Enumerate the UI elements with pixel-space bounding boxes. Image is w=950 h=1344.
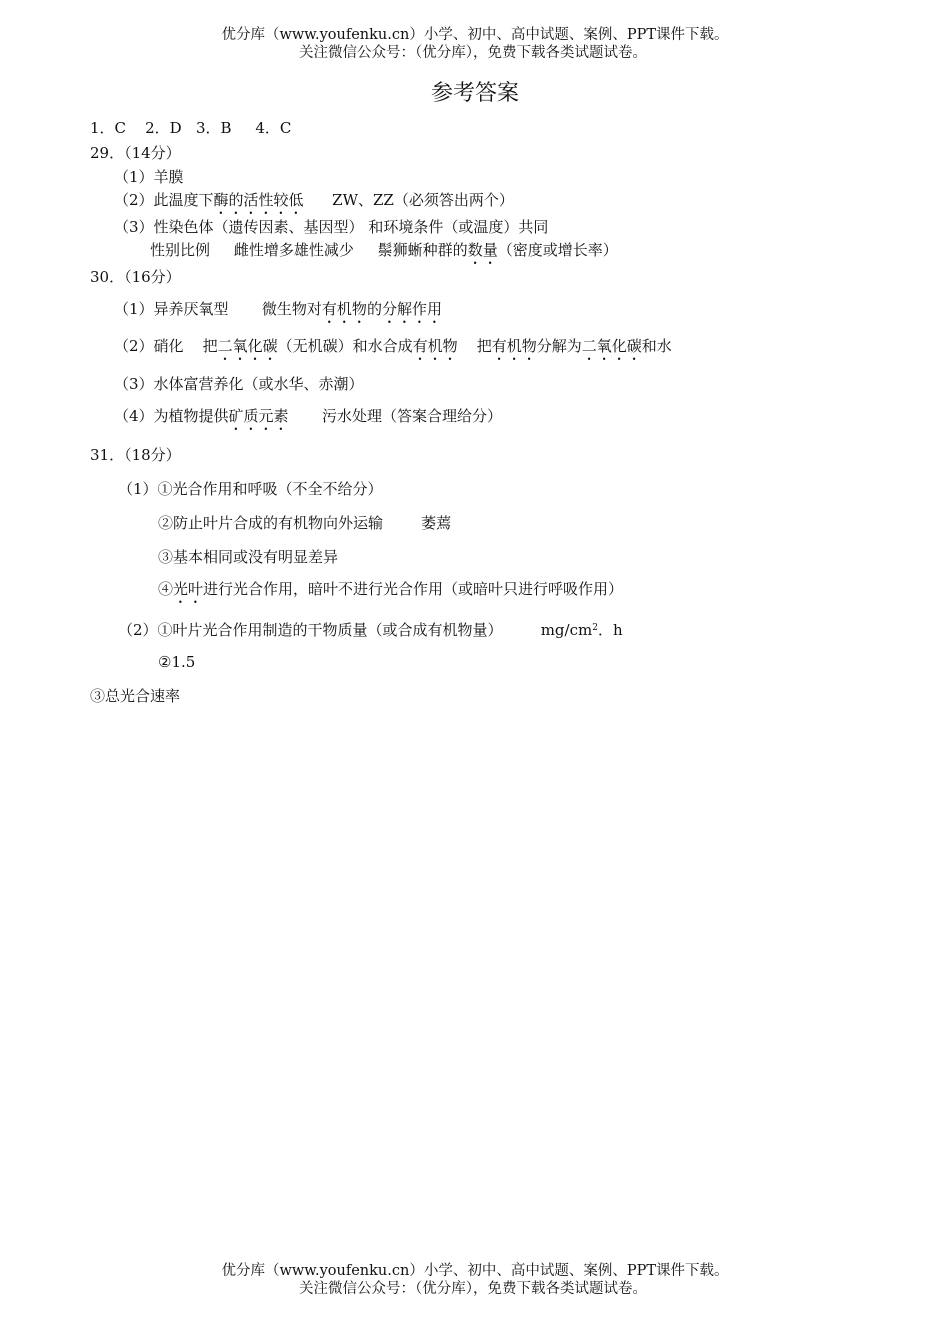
q29-part2-emphasis: 酶的活性较低: [213, 191, 304, 209]
q30-part1-emphasis-2: 分解作用: [381, 300, 442, 318]
header-line-1: 优分库（www.youfenku.cn）小学、初中、高中试题、案例、PPT课件下载。: [221, 27, 729, 43]
q29-part1: （1）羊膜: [114, 168, 184, 186]
q30-part4-text: （4）为植物提供: [114, 407, 229, 425]
q30-part1-text-b: 的: [366, 300, 382, 318]
q30-part2-emphasis-3: 有机物: [491, 337, 537, 355]
q30-part4-emphasis: 矿质元素: [228, 407, 289, 425]
q29-part3-text: 性别比例 雌性增多雄性减少 鬃狮蜥种群的: [150, 241, 468, 259]
footer-line-2: 关注微信公众号：（优分库），免费下载各类试题试卷。: [299, 1281, 647, 1297]
q31-part1-item4-num: ④: [158, 580, 174, 598]
q31-part2-item3: ③总光合速率: [90, 687, 181, 705]
q31-part1-item2: ②防止叶片合成的有机物向外运输 萎蔫: [158, 514, 452, 532]
q30-part2-text-c: 把: [457, 337, 492, 355]
q31-part2-item1: [118, 618, 623, 640]
q30-part2-text-e: 和水: [641, 337, 672, 355]
q29-part3-line1: （3）性染色体（遗传因素、基因型） 和环境条件（或温度）共同: [114, 218, 549, 236]
page-title: 参考答案: [430, 81, 519, 106]
multiple-choice-answers: 1．C 2．D 3．B 4．C: [90, 119, 292, 137]
q30-heading: 30．（16分）: [90, 268, 181, 286]
q29-heading: 29．（14分）: [90, 144, 181, 162]
page-footer: [0, 1262, 950, 1298]
q31-part2-item1-superscript: 2: [592, 623, 598, 633]
q30-part2-emphasis-2: 有机物: [412, 337, 458, 355]
q31-part1-item1: （1）①光合作用和呼吸（不全不给分）: [118, 480, 383, 498]
q29-part2-text: （2）此温度下: [114, 191, 214, 209]
q31-part1-item4: [158, 579, 623, 607]
q31-part2-item1-text: （2）①叶片光合作用制造的干物质量（或合成有机物量） mg/cm: [118, 621, 593, 639]
q31-part1-item4-text: 进行光合作用，暗叶不进行光合作用（或暗叶只进行呼吸作用）: [203, 580, 624, 598]
q29-part3-text-b: （密度或增长率）: [497, 241, 618, 259]
q29-part2: [114, 190, 514, 218]
q30-part4-text-b: 污水处理（答案合理给分）: [288, 407, 502, 425]
q31-part1-item3: ③基本相同或没有明显差异: [158, 548, 339, 566]
header-line-2: 关注微信公众号：（优分库），免费下载各类试题试卷。: [299, 45, 647, 61]
q31-part2-item2: ②1.5: [158, 653, 196, 671]
q29-part3-emphasis: 数量: [467, 241, 498, 259]
footer-line-1: 优分库（www.youfenku.cn）小学、初中、高中试题、案例、PPT课件下载。: [221, 1263, 729, 1279]
q30-part2-text-b: （无机碳）和水合成: [277, 337, 413, 355]
page-header: [0, 26, 950, 62]
q30-part4: [114, 406, 502, 434]
q30-part2-text-a: （2）硝化 把: [114, 337, 218, 355]
q30-part1: [114, 299, 442, 327]
q30-part2-emphasis-4: 二氧化碳: [581, 337, 642, 355]
q31-part2-item1-unit-tail: ．h: [597, 621, 623, 639]
q30-part2: [114, 336, 672, 364]
q31-heading: 31．（18分）: [90, 446, 181, 464]
q30-part2-text-d: 分解为: [536, 337, 582, 355]
q30-part1-emphasis-1: 有机物: [321, 300, 367, 318]
q31-part1-item4-emphasis: 光叶: [173, 580, 204, 598]
q30-part3: （3）水体富营养化（或水华、赤潮）: [114, 375, 364, 393]
q30-part1-text: （1）异养厌氧型 微生物对: [114, 300, 322, 318]
q29-part2-text-b: ZW、ZZ（必须答出两个）: [303, 191, 514, 209]
q30-part2-emphasis-1: 二氧化碳: [217, 337, 278, 355]
q29-part3-line2: [150, 240, 618, 268]
